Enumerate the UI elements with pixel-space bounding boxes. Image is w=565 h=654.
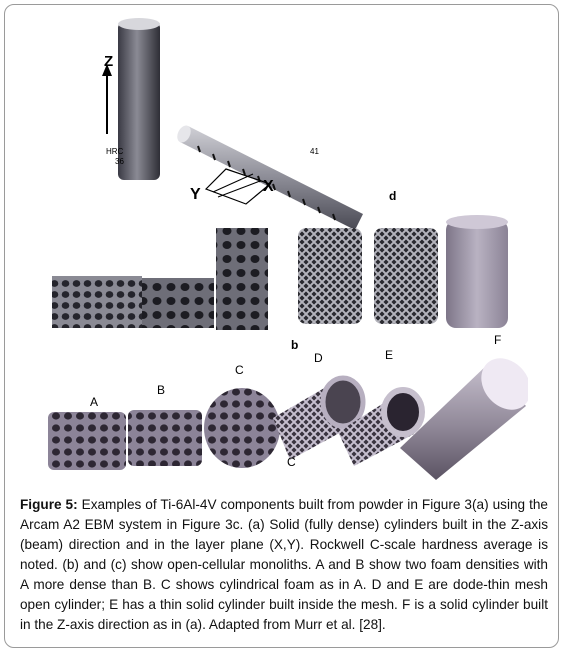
caption-body: Examples of Ti-6Al-4V components built from powder in Figure 3(a) using the Arcam A2 EBM system in Figure 3c. (a) Solid (fully dense) cylinders built in the Z-axis (beam) direction and in the layer plane (X,Y). Rockwell C-scale hardness average is noted. (b) and (c) show open-cellular monoliths. A and B show two foam densities with A more dense than B. C shows cylindrical foam as in A. D and E are dode-thin mesh open cylinder; E has a thin solid cylinder built inside the mesh. F is a solid cylinder built in the Z-axis direction as in (a). Adapted from Murr et al. [28]. xyxy=(20,497,548,632)
figure-image xyxy=(38,14,528,484)
sample-a-foam xyxy=(48,412,126,470)
sample-c-bottom-label: C xyxy=(287,455,296,469)
caption-lead: Figure 5: xyxy=(20,497,78,512)
sample-c-label: C xyxy=(235,363,244,377)
foam-block-1 xyxy=(52,276,142,328)
sample-b-foam xyxy=(128,410,202,466)
horizontal-cylinder xyxy=(175,123,363,230)
sample-d-label: D xyxy=(314,351,323,365)
mesh-cylinder-2 xyxy=(374,228,438,324)
foam-block-2 xyxy=(142,278,214,328)
axis-y-label: Y xyxy=(190,186,201,203)
panel-d-label: d xyxy=(389,189,397,203)
axis-x-label: X xyxy=(263,178,274,195)
solid-cylinder-f-top xyxy=(446,215,508,328)
sample-c-foam-cylinder xyxy=(204,388,280,468)
vertical-cylinder xyxy=(118,18,160,180)
panel-b-label: b xyxy=(291,338,299,352)
z-axis-arrow xyxy=(102,64,112,134)
hrc-value-vertical: 36 xyxy=(115,157,124,166)
figure-caption xyxy=(20,495,548,635)
sample-a-label: A xyxy=(90,395,99,409)
sample-b-label: B xyxy=(157,383,166,397)
hrc-label: HRC xyxy=(106,147,124,156)
mesh-cylinder-1 xyxy=(298,228,362,324)
foam-tall-block xyxy=(216,228,268,330)
hrc-value-horizontal: 41 xyxy=(310,147,319,156)
axis-z-label: Z xyxy=(104,53,114,70)
sample-f-label: F xyxy=(494,333,502,347)
sample-e-label: E xyxy=(385,348,394,362)
